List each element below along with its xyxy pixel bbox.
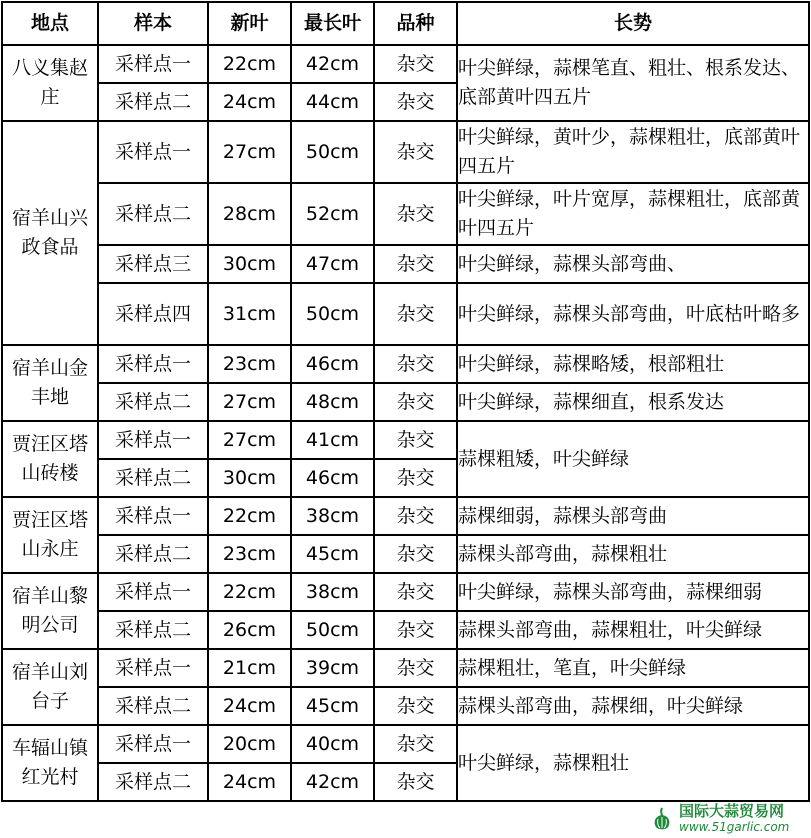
longest-leaf-cell: 48cm bbox=[291, 383, 374, 421]
sample-cell: 采样点一 bbox=[98, 45, 208, 83]
sample-cell: 采样点二 bbox=[98, 611, 208, 649]
sample-cell: 采样点一 bbox=[98, 573, 208, 611]
table-row bbox=[2, 183, 809, 245]
table-row bbox=[2, 497, 809, 535]
longest-leaf-cell: 40cm bbox=[291, 725, 374, 763]
watermark-url: www.51garlic.com bbox=[679, 820, 790, 834]
longest-leaf-cell: 42cm bbox=[291, 45, 374, 83]
longest-leaf-cell: 50cm bbox=[291, 121, 374, 183]
table-row bbox=[2, 421, 809, 459]
new-leaf-cell: 26cm bbox=[208, 611, 291, 649]
growth-cell: 蒜棵粗矮，叶尖鲜绿 bbox=[457, 421, 809, 497]
variety-cell: 杂交 bbox=[374, 497, 457, 535]
longest-leaf-cell: 42cm bbox=[291, 763, 374, 801]
location-cell: 贾汪区塔山永庄 bbox=[2, 497, 98, 573]
new-leaf-cell: 21cm bbox=[208, 649, 291, 687]
longest-leaf-cell: 52cm bbox=[291, 183, 374, 245]
growth-cell: 蒜棵头部弯曲，蒜棵细，叶尖鲜绿 bbox=[457, 687, 809, 725]
longest-leaf-cell: 45cm bbox=[291, 535, 374, 573]
new-leaf-cell: 22cm bbox=[208, 497, 291, 535]
variety-cell: 杂交 bbox=[374, 345, 457, 383]
new-leaf-cell: 23cm bbox=[208, 345, 291, 383]
variety-cell: 杂交 bbox=[374, 83, 457, 121]
sample-cell: 采样点一 bbox=[98, 649, 208, 687]
table-row bbox=[2, 245, 809, 283]
table-row bbox=[2, 649, 809, 687]
growth-cell: 叶尖鲜绿，蒜棵细直，根系发达 bbox=[457, 383, 809, 421]
sample-cell: 采样点二 bbox=[98, 183, 208, 245]
header-location: 地点 bbox=[2, 2, 98, 45]
location-cell: 宿羊山金丰地 bbox=[2, 345, 98, 421]
longest-leaf-cell: 38cm bbox=[291, 497, 374, 535]
sample-cell: 采样点一 bbox=[98, 725, 208, 763]
table-row bbox=[2, 725, 809, 763]
variety-cell: 杂交 bbox=[374, 383, 457, 421]
garlic-logo-icon bbox=[651, 806, 673, 832]
sample-cell: 采样点四 bbox=[98, 283, 208, 345]
new-leaf-cell: 20cm bbox=[208, 725, 291, 763]
new-leaf-cell: 27cm bbox=[208, 383, 291, 421]
growth-cell: 叶尖鲜绿，叶片宽厚，蒜棵粗壮，底部黄叶四五片 bbox=[457, 183, 809, 245]
longest-leaf-cell: 45cm bbox=[291, 687, 374, 725]
growth-cell: 蒜棵头部弯曲，蒜棵粗壮 bbox=[457, 535, 809, 573]
new-leaf-cell: 27cm bbox=[208, 121, 291, 183]
header-sample: 样本 bbox=[98, 2, 208, 45]
longest-leaf-cell: 41cm bbox=[291, 421, 374, 459]
sample-cell: 采样点一 bbox=[98, 421, 208, 459]
sample-cell: 采样点二 bbox=[98, 83, 208, 121]
variety-cell: 杂交 bbox=[374, 121, 457, 183]
location-cell: 贾汪区塔山砖楼 bbox=[2, 421, 98, 497]
new-leaf-cell: 24cm bbox=[208, 687, 291, 725]
variety-cell: 杂交 bbox=[374, 535, 457, 573]
variety-cell: 杂交 bbox=[374, 611, 457, 649]
table-row bbox=[2, 345, 809, 383]
new-leaf-cell: 22cm bbox=[208, 45, 291, 83]
new-leaf-cell: 30cm bbox=[208, 459, 291, 497]
growth-cell: 叶尖鲜绿，黄叶少，蒜棵粗壮，底部黄叶四五片 bbox=[457, 121, 809, 183]
variety-cell: 杂交 bbox=[374, 183, 457, 245]
variety-cell: 杂交 bbox=[374, 421, 457, 459]
table-row bbox=[2, 535, 809, 573]
longest-leaf-cell: 47cm bbox=[291, 245, 374, 283]
new-leaf-cell: 24cm bbox=[208, 763, 291, 801]
sample-cell: 采样点二 bbox=[98, 687, 208, 725]
new-leaf-cell: 22cm bbox=[208, 573, 291, 611]
longest-leaf-cell: 50cm bbox=[291, 283, 374, 345]
header-variety: 品种 bbox=[374, 2, 457, 45]
header-growth: 长势 bbox=[457, 2, 809, 45]
sample-cell: 采样点二 bbox=[98, 763, 208, 801]
location-cell: 车辐山镇红光村 bbox=[2, 725, 98, 801]
header-longest-leaf: 最长叶 bbox=[291, 2, 374, 45]
growth-cell: 叶尖鲜绿，蒜棵笔直、粗壮、根系发达、底部黄叶四五片 bbox=[457, 45, 809, 121]
longest-leaf-cell: 44cm bbox=[291, 83, 374, 121]
variety-cell: 杂交 bbox=[374, 283, 457, 345]
growth-cell: 蒜棵头部弯曲，蒜棵粗壮，叶尖鲜绿 bbox=[457, 611, 809, 649]
longest-leaf-cell: 46cm bbox=[291, 345, 374, 383]
variety-cell: 杂交 bbox=[374, 763, 457, 801]
table-row bbox=[2, 45, 809, 83]
table-row bbox=[2, 121, 809, 183]
sample-cell: 采样点二 bbox=[98, 383, 208, 421]
sample-cell: 采样点一 bbox=[98, 121, 208, 183]
variety-cell: 杂交 bbox=[374, 45, 457, 83]
growth-cell: 叶尖鲜绿，蒜棵头部弯曲、 bbox=[457, 245, 809, 283]
variety-cell: 杂交 bbox=[374, 725, 457, 763]
growth-cell: 叶尖鲜绿，蒜棵头部弯曲，蒜棵细弱 bbox=[457, 573, 809, 611]
variety-cell: 杂交 bbox=[374, 459, 457, 497]
new-leaf-cell: 27cm bbox=[208, 421, 291, 459]
table-row bbox=[2, 687, 809, 725]
table-row bbox=[2, 573, 809, 611]
watermark-site-name: 国际大蒜贸易网 bbox=[679, 802, 785, 820]
location-cell: 宿羊山黎明公司 bbox=[2, 573, 98, 649]
header-new-leaf: 新叶 bbox=[208, 2, 291, 45]
growth-cell: 叶尖鲜绿，蒜棵略矮，根部粗壮 bbox=[457, 345, 809, 383]
header-row bbox=[2, 2, 809, 45]
growth-cell: 叶尖鲜绿，蒜棵粗壮 bbox=[457, 725, 809, 801]
sample-cell: 采样点一 bbox=[98, 345, 208, 383]
table-row bbox=[2, 283, 809, 345]
sample-cell: 采样点三 bbox=[98, 245, 208, 283]
longest-leaf-cell: 38cm bbox=[291, 573, 374, 611]
new-leaf-cell: 31cm bbox=[208, 283, 291, 345]
growth-cell: 蒜棵细弱，蒜棵头部弯曲 bbox=[457, 497, 809, 535]
longest-leaf-cell: 50cm bbox=[291, 611, 374, 649]
variety-cell: 杂交 bbox=[374, 649, 457, 687]
growth-cell: 叶尖鲜绿，蒜棵头部弯曲，叶底枯叶略多 bbox=[457, 283, 809, 345]
variety-cell: 杂交 bbox=[374, 573, 457, 611]
sample-cell: 采样点二 bbox=[98, 459, 208, 497]
sample-cell: 采样点一 bbox=[98, 497, 208, 535]
new-leaf-cell: 23cm bbox=[208, 535, 291, 573]
table-row bbox=[2, 383, 809, 421]
garlic-growth-table bbox=[1, 1, 810, 802]
longest-leaf-cell: 46cm bbox=[291, 459, 374, 497]
location-cell: 宿羊山刘台子 bbox=[2, 649, 98, 725]
table-row bbox=[2, 611, 809, 649]
growth-cell: 蒜棵粗壮，笔直，叶尖鲜绿 bbox=[457, 649, 809, 687]
variety-cell: 杂交 bbox=[374, 687, 457, 725]
new-leaf-cell: 28cm bbox=[208, 183, 291, 245]
longest-leaf-cell: 39cm bbox=[291, 649, 374, 687]
sample-cell: 采样点二 bbox=[98, 535, 208, 573]
location-cell: 宿羊山兴政食品 bbox=[2, 121, 98, 345]
site-watermark bbox=[649, 802, 809, 836]
new-leaf-cell: 24cm bbox=[208, 83, 291, 121]
location-cell: 八义集赵庄 bbox=[2, 45, 98, 121]
variety-cell: 杂交 bbox=[374, 245, 457, 283]
new-leaf-cell: 30cm bbox=[208, 245, 291, 283]
